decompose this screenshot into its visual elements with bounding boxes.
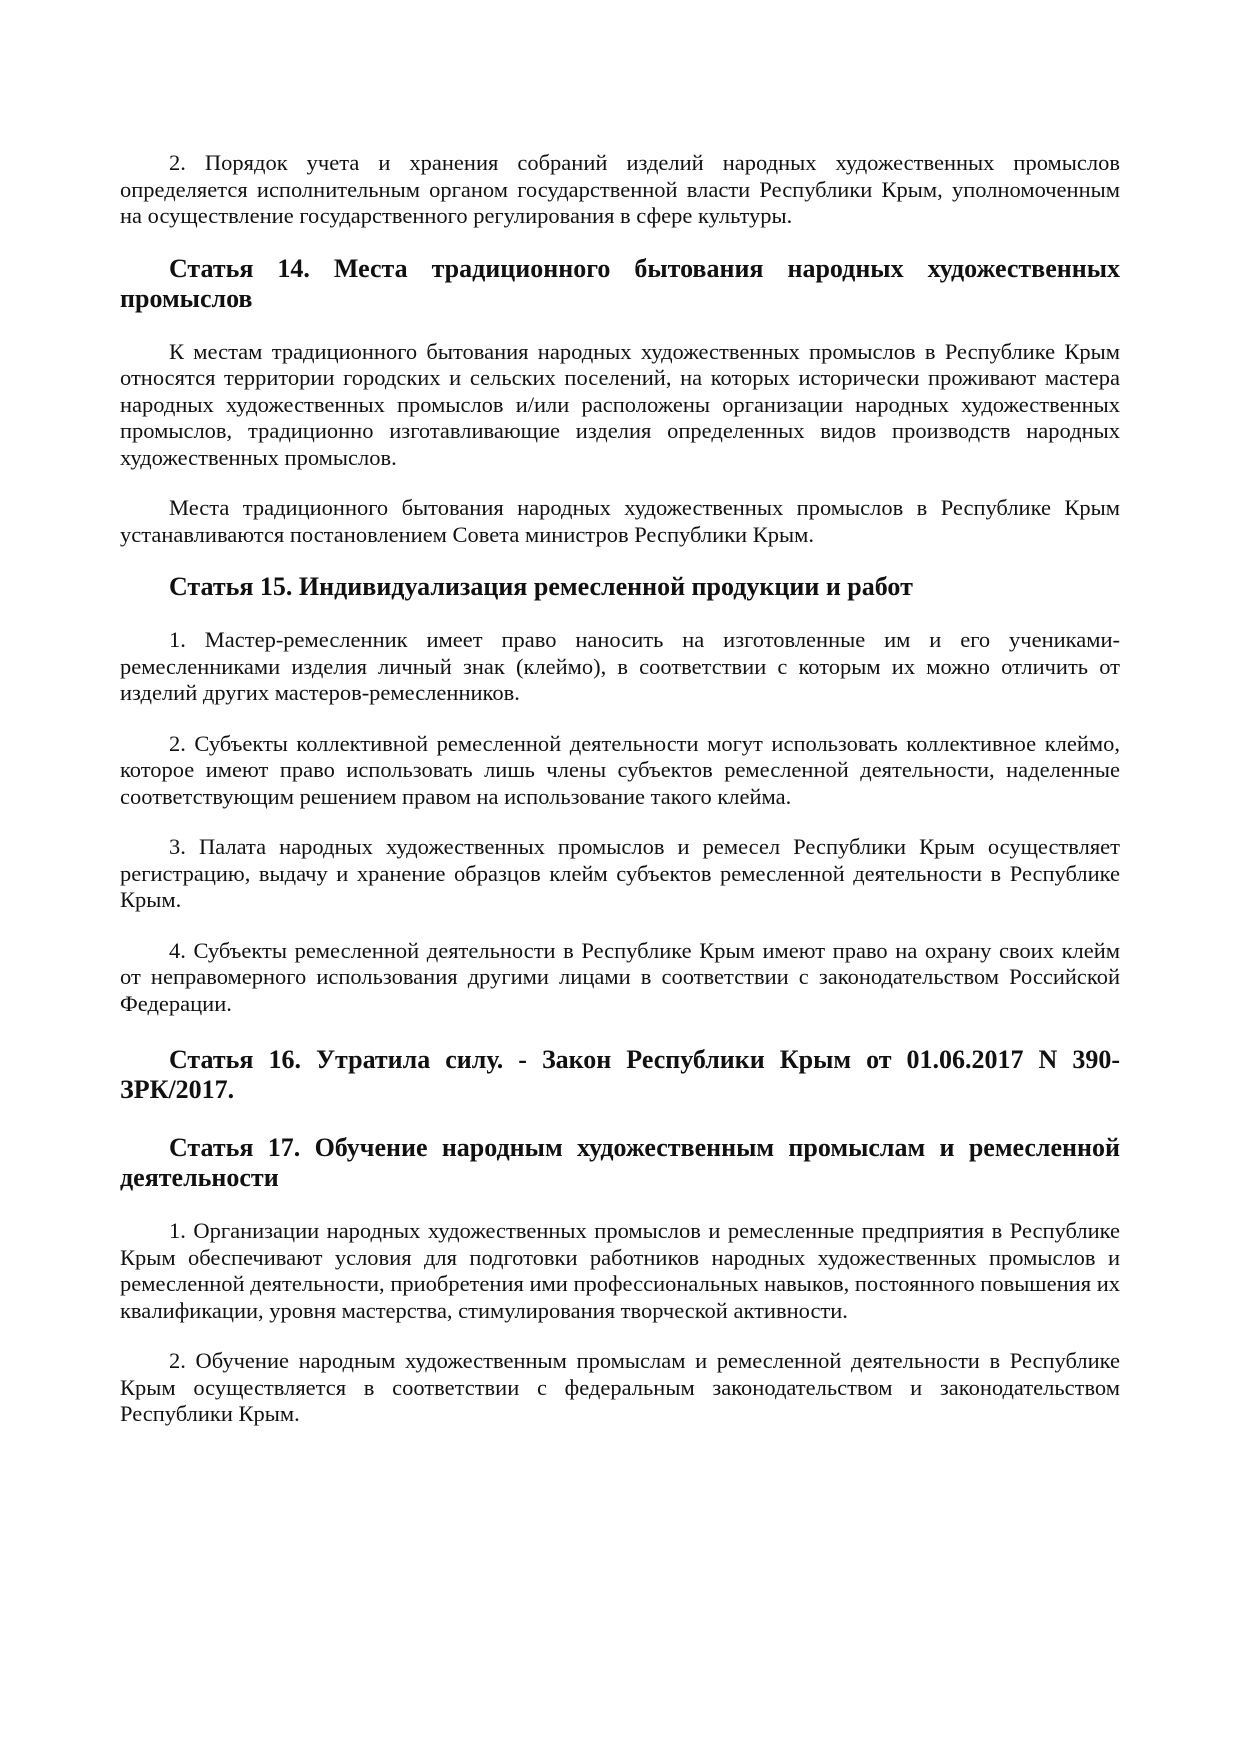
heading-article-16: Статья 16. Утратила силу. - Закон Республики Крым от 01.06.2017 N 390-ЗРК/2017. [120, 1045, 1120, 1104]
paragraph-art15-part3: 3. Палата народных художественных промыслов и ремесел Республики Крым осуществляет регистрацию, выдачу и хранение образцов клейм субъектов ремесленной деятельности в Республике Крым. [120, 834, 1120, 912]
paragraph-art14-part2: Места традиционного бытования народных художественных промыслов в Республике Крым устанавливаются постановлением Совета министров Республики Крым. [120, 495, 1120, 547]
paragraph-art17-part2: 2. Обучение народным художественным промыслам и ремесленной деятельности в Республике Крым осуществляется в соответствии с федеральным законодательством и законодательством Республики Крым. [120, 1348, 1120, 1426]
document-page [120, 150, 1120, 1452]
heading-article-14: Статья 14. Места традиционного бытования народных художественных промыслов [120, 253, 1120, 313]
paragraph-art14-part1: К местам традиционного бытования народных художественных промыслов в Республике Крым относятся территории городских и сельских поселений, на которых исторически проживают мастера народных художественных промыслов и/или расположены организации народных художественных промыслов, традиционно изготавливающие изделия определенных видов производств народных художественных промыслов. [120, 338, 1120, 470]
paragraph-art15-part2: 2. Субъекты коллективной ремесленной деятельности могут использовать коллективное клеймо, которое имеют право использовать лишь члены субъектов ремесленной деятельности, наделенные соответствующим решением правом на использование такого клейма. [120, 730, 1120, 809]
paragraph-art17-part1: 1. Организации народных художественных промыслов и ремесленные предприятия в Республике Крым обеспечивают условия для подготовки работников народных художественных промыслов и ремесленной деятельности, приобретения ими профессиональных навыков, постоянного повышения их квалификации, уровня мастерства, стимулирования творческой активности. [120, 1218, 1120, 1323]
paragraph-art15-part1: 1. Мастер-ремесленник имеет право наносить на изготовленные им и его учениками-ремесленниками изделия личный знак (клеймо), в соответствии с которым их можно отличить от изделий других мастеров-ремесленников. [120, 627, 1120, 705]
heading-article-15: Статья 15. Индивидуализация ремесленной продукции и работ [169, 572, 913, 601]
heading-article-17: Статья 17. Обучение народным художественным промыслам и ремесленной деятельности [120, 1133, 1120, 1192]
paragraph-art13-part2: 2. Порядок учета и хранения собраний изделий народных художественных промыслов определяется исполнительным органом государственной власти Республики Крым, уполномоченным на осуществление государственного регулирования в сфере культуры. [120, 150, 1120, 228]
paragraph-art15-part4: 4. Субъекты ремесленной деятельности в Республике Крым имеют право на охрану своих клейм от неправомерного использования другими лицами в соответствии с законодательством Российской Федерации. [120, 937, 1120, 1016]
